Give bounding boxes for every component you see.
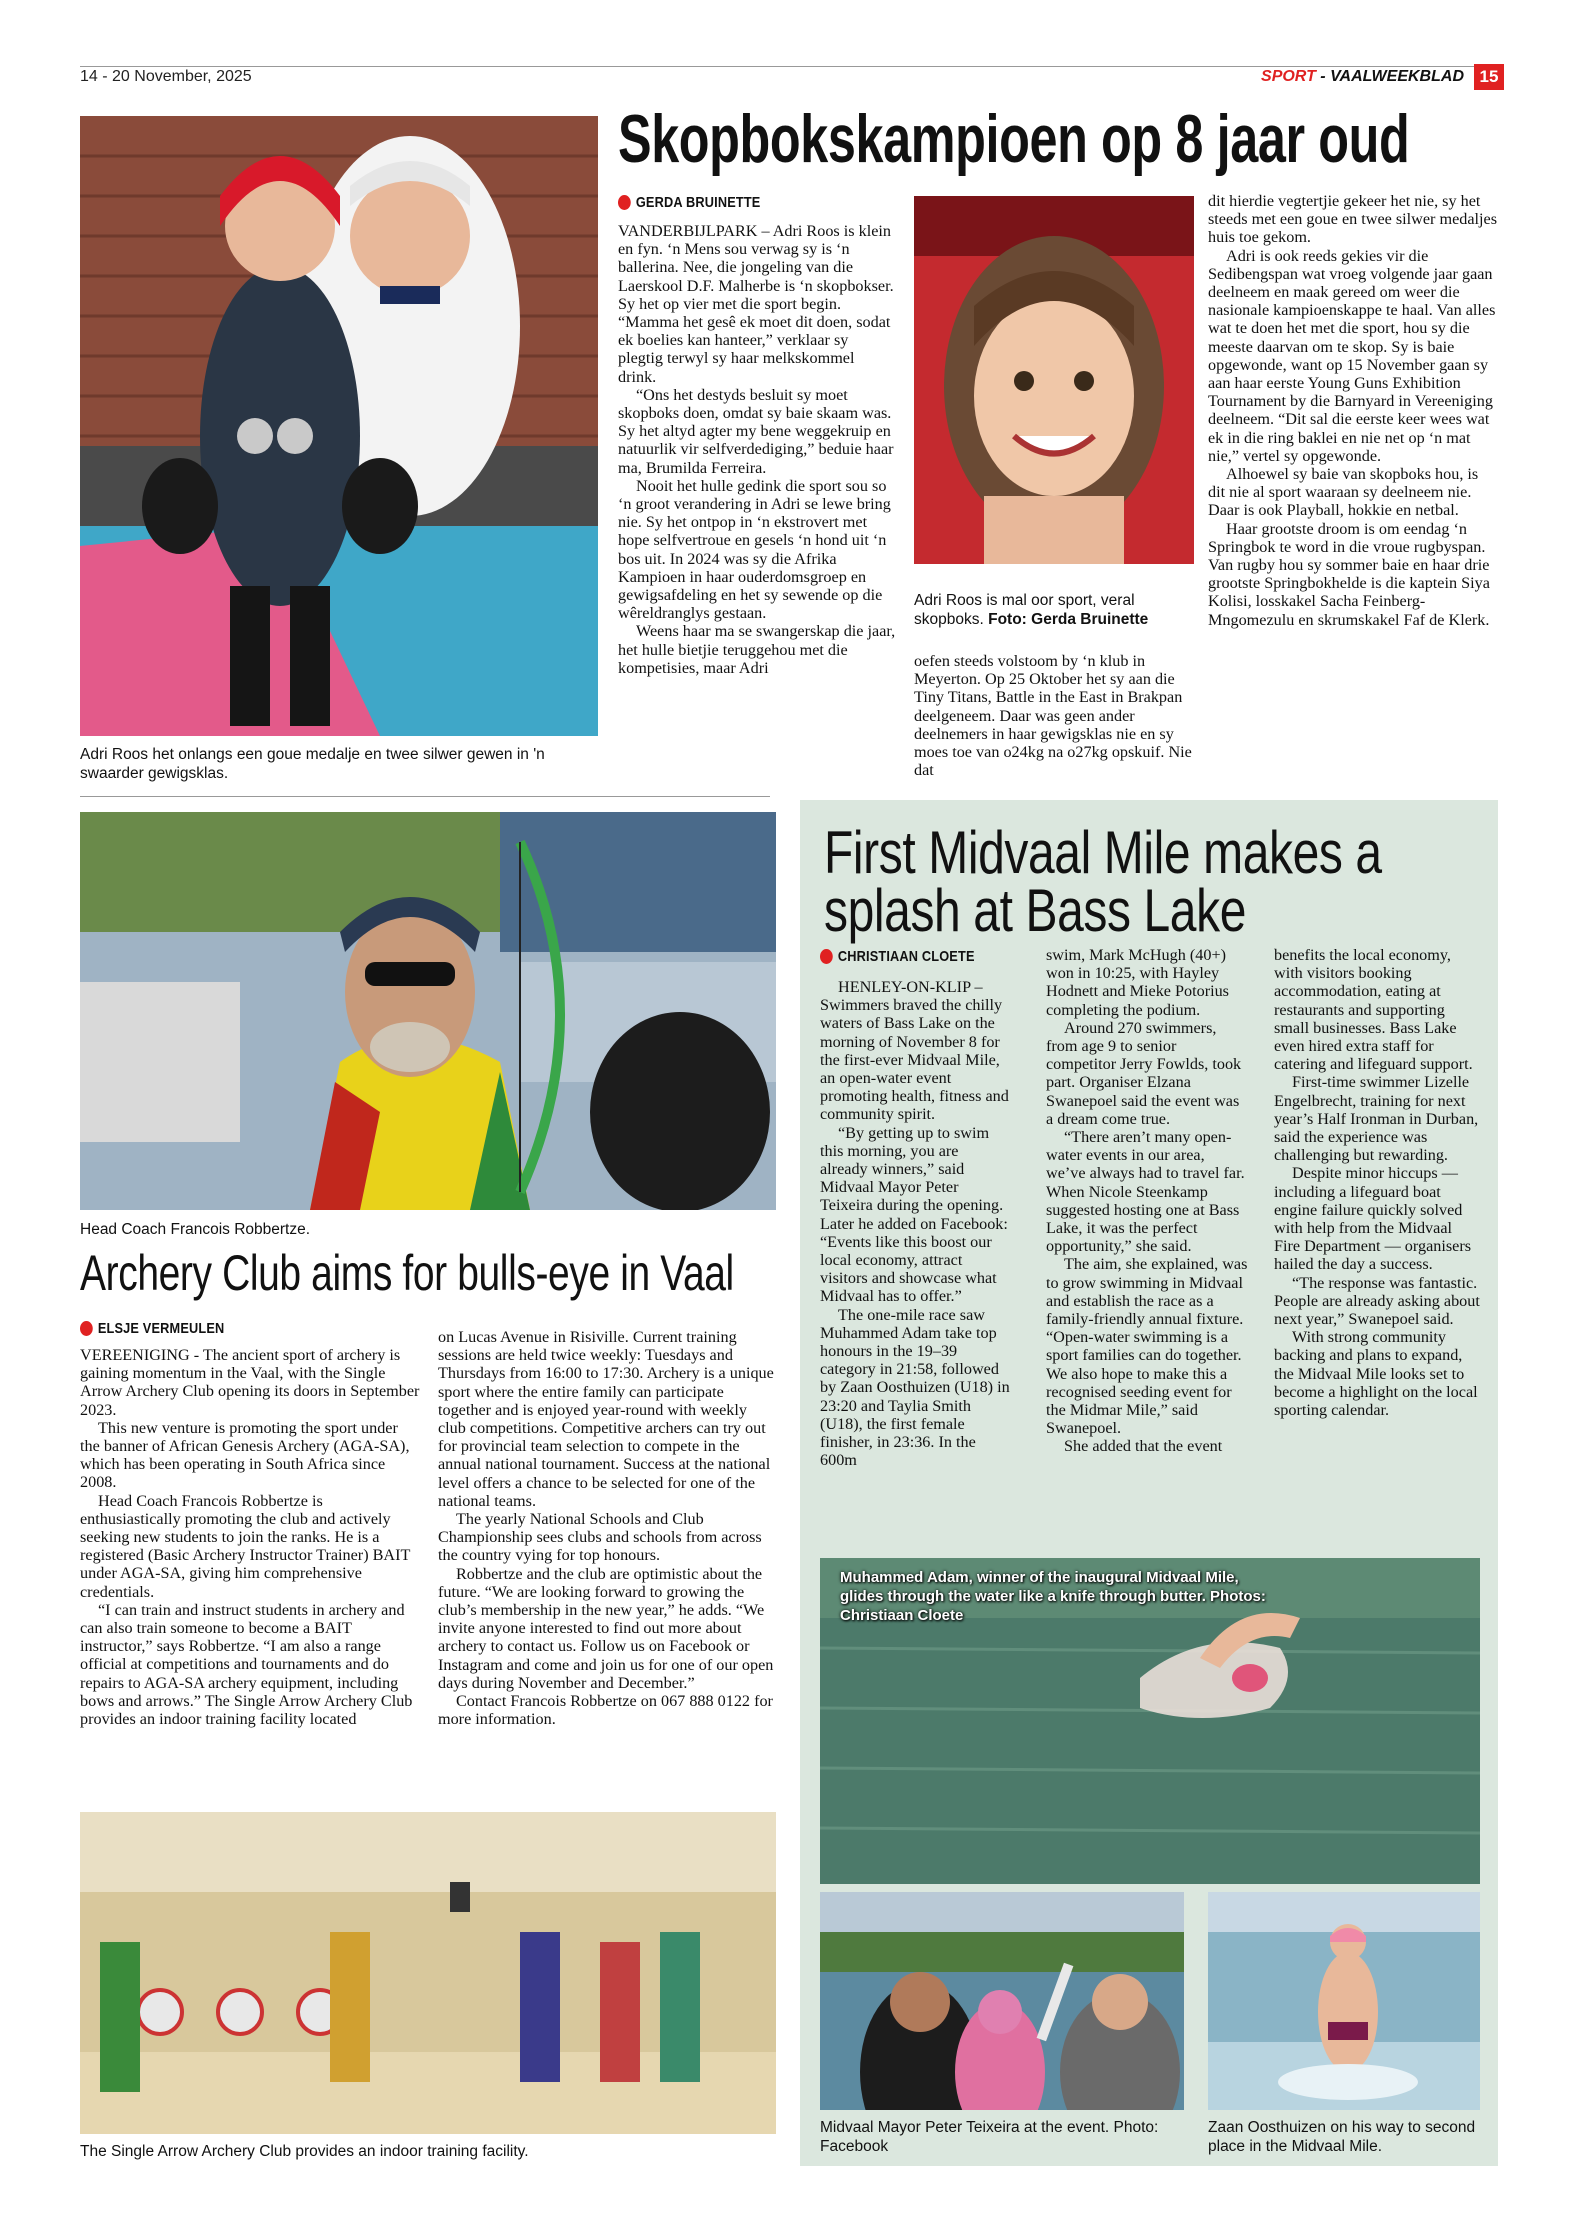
page-header: [80, 66, 1504, 92]
archery-photo2-caption: The Single Arrow Archery Club provides an indoor training facility.: [80, 2143, 529, 2160]
paragraph: VANDERBIJLPARK – Adri Roos is klein en fyn. ‘n Mens sou verwag sy is ‘n ballerina. Nee, die jongeling van die Laerskool D.F. Malherbe is ‘n skopbokser.: [618, 222, 894, 295]
paragraph: Despite minor hiccups — including a lifeguard boat engine failure quickly solved with help from the Midvaal Fire Department — organisers hailed the day a success.: [1274, 1164, 1472, 1274]
publication-name: - VAALWEEKBLAD: [1320, 68, 1464, 85]
paragraph: VEREENIGING - The ancient sport of archery is gaining momentum in the Vaal, with the Single Arrow Archery Club opening its doors in September 2023.: [80, 1346, 420, 1419]
section-label: [1261, 68, 1464, 86]
header-rule: [80, 66, 1476, 67]
paragraph: dit hierdie vegtertjie gekeer het nie, sy het steeds met een goue en twee silwer medaljes huis toe gekom.: [1208, 192, 1498, 247]
archery-headline: Archery Club aims for bulls-eye in Vaal: [80, 1245, 734, 1301]
photo-indoor-training: [80, 1812, 776, 2134]
photo2-caption: [914, 591, 1194, 629]
page-number: 15: [1474, 64, 1504, 90]
skopboks-column-3: [1208, 192, 1498, 629]
paragraph: Sy het op vier met die sport begin. “Mamma het gesê ek moet dit doen, sodat ek boelies kan hanteer,” verklaar sy plegtig terwyl sy haar melkskommel drink.: [618, 294, 891, 386]
swimmer-photo-caption: Muhammed Adam, winner of the inaugural Midvaal Mile, glides through the water like a knife through butter. Photos: Christiaan Cloete: [840, 1569, 1266, 1624]
photo-head-coach: [80, 812, 776, 1210]
mayor-photo-caption: Midvaal Mayor Peter Teixeira at the event. Photo: Facebook: [820, 2119, 1159, 2155]
paragraph: HENLEY-ON-KLIP – Swimmers braved the chilly waters of Bass Lake on the morning of November 8 for the first-ever Midvaal Mile, an open-water event promoting health, fitness and community spirit.: [820, 978, 1009, 1124]
byline-author: GERDA BRUINETTE: [635, 194, 761, 211]
paragraph: “I can train and instruct students in archery and can also train someone to become a BAIT instructor,” says Robbertze. “I am also a range official at competitions and tournaments and do repairs to AGA-SA archery equipment, including bows and arrows.” The Single Arrow Archery Club provides an indoor training facility located: [80, 1600, 413, 1729]
paragraph: Around 270 swimmers, from age 9 to senior competitor Jerry Fowlds, took part. Organiser Elzana Swanepoel said the event was a dream come true.: [1046, 1018, 1242, 1128]
paragraph: Robbertze and the club are optimistic about the future. “We are looking forward to growing the club’s membership in the new year,” he adds. “We invite anyone interested to find out more about archery to contact us. Follow us on Facebook or Instagram and come and join us for one of our open days during November and December.”: [438, 1564, 774, 1692]
archery-photo1-caption: Head Coach Francois Robbertze.: [80, 1221, 311, 1238]
midvaal-headline-line1: First Midvaal Mile makes a: [824, 819, 1382, 886]
photo-zaan-oosthuizen: [1208, 1892, 1480, 2110]
paragraph: swim, Mark McHugh (40+) won in 10:25, with Hayley Hodnett and Mieke Potorius completing the podium.: [1046, 946, 1229, 1019]
paragraph: She added that the event: [1064, 1437, 1223, 1456]
paragraph: The yearly National Schools and Club Championship sees clubs and schools from across the country vying for top honours.: [438, 1510, 762, 1565]
midvaal-column-3: [1274, 946, 1480, 1419]
paragraph: Nooit het hulle gedink die sport sou so ‘n groot verandering in Adri se lewe bring nie. Sy het ontpop in ‘n ekstrovert met hope selfvertroue en gesels ‘n hond uit ‘n bos uit. In 2024 was sy die Afrika Kampioen in haar ouderdomsgroep en gewigsafdeling en het sy sewende op die wêreldranglys gestaan.: [618, 476, 891, 623]
paragraph: This new venture is promoting the sport under the banner of African Genesis Archery (AGA-SA), which has been operating in South Africa since 2008.: [80, 1418, 410, 1492]
byline-author: ELSJE VERMEULEN: [97, 1320, 225, 1337]
photo-mayor-at-event: [820, 1892, 1184, 2110]
paragraph: “Ons het destyds besluit sy moet skopboks doen, omdat sy baie skaam was. Sy het altyd agter my bene weggekruip en natuurlik vir selfverdediging,” beduie haar ma, Brumilda Ferreira.: [618, 385, 894, 477]
issue-date: 14 - 20 November, 2025: [80, 68, 252, 85]
paragraph: The aim, she explained, was to grow swimming in Midvaal and establish the race as a family-friendly annual fixture. “Open-water swimming is a sport families can do together. We also hope to make this a recognised seeding event for the Midmar Mile,” said Swanepoel.: [1046, 1255, 1248, 1438]
paragraph: oefen steeds volstoom by ‘n klub in Meyerton. Op 25 Oktober het sy aan die Tiny Titans, Battle in the East in Brakpan deelgeneem. Daar was geen ander deelnemers in haar gewigsklas nie en sy moes toe van o24kg na o27kg opskuif. Nie dat: [914, 652, 1192, 780]
paragraph: Alhoewel sy baie van skopboks hou, is dit nie al sport waaraan sy deelneem nie. Daar is ook Playball, hokkie en netbal.: [1208, 465, 1479, 520]
skopboks-byline: [618, 194, 760, 211]
midvaal-column-1: [820, 978, 1010, 1469]
photo1-caption: Adri Roos het onlangs een goue medalje en twee silwer gewen in 'n swaarder gewigsklas.: [80, 746, 545, 782]
paragraph: Contact Francois Robbertze on 067 888 0122 for more information.: [438, 1692, 773, 1729]
skopboks-column-2: [914, 652, 1194, 779]
photo-adri-portrait: [914, 196, 1194, 564]
paragraph: Adri is ook reeds gekies vir die Sedibengspan wat vroeg volgende jaar gaan deelneem en maak gereed om weer die nasionale kampioenskappe te haal. Van alles wat te doen het met die sport, hou sy die meeste daarvan om te skop. Sy is baie opgewonde, want op 15 November gaan sy aan haar eerste Young Guns Exhibition Tournament by die Barnyard in Vereeniging deelneem. “Dit sal die eerste keer wees wat ek in die ring baklei en nie net op ‘n mat nie,” vertel sy opgewonde.: [1208, 246, 1496, 465]
paragraph: “By getting up to swim this morning, you are already winners,” said Midvaal Mayor Peter Teixeira during the opening. Later he added on Facebook: “Events like this boost our local economy, attract visitors and showcase what Midvaal has to offer.”: [820, 1123, 1008, 1306]
section-name: SPORT: [1261, 68, 1316, 85]
byline-dot-icon: [618, 195, 631, 210]
paragraph: on Lucas Avenue in Risiville. Current training sessions are held twice weekly: Tuesdays and Thursdays from 16:00 to 17:30. Archery is a unique sport where the entire family can participate together and is enjoyed year-round with weekly club competitions. Competitive archers can try out for provincial team selection to compete in the annual national tournament. Success at the national level offers a chance to be selected for one of the national teams.: [438, 1328, 774, 1510]
archery-column-2: [438, 1328, 778, 1728]
byline-author: CHRISTIAAN CLOETE: [837, 948, 975, 965]
midvaal-headline-line2: splash at Bass Lake: [824, 877, 1246, 944]
caption-credit: Foto: Gerda Bruinette: [988, 611, 1149, 628]
midvaal-column-2: [1046, 946, 1248, 1456]
paragraph: Weens haar ma se swangerskap die jaar, het hulle bietjie teruggehou met die kompetisies, maar Adri: [618, 622, 896, 677]
skopboks-headline: Skopbokskampioen op 8 jaar oud: [618, 101, 1410, 177]
paragraph: Haar grootste droom is om eendag ‘n Springbok te word in die vroue rugbyspan. Van rugby hou sy sommer baie en haar drie grootste Springbokhelde is die kaptein Siya Kolisi, losskakel Sacha Feinberg-Mngomezulu en skrumskakel Faf de Klerk.: [1208, 519, 1490, 629]
photo-kickboxer-with-referee: [80, 116, 598, 736]
paragraph: benefits the local economy, with visitors booking accommodation, eating at restaurants and supporting small businesses. Bass Lake even hired extra staff for catering and lifeguard support.: [1274, 946, 1473, 1074]
skopboks-column-1: [618, 222, 896, 677]
paragraph: “The response was fantastic. People are already asking about next year,” Swanepoel said.: [1274, 1273, 1480, 1329]
archery-column-1: [80, 1346, 420, 1728]
zaan-photo-caption: Zaan Oosthuizen on his way to second place in the Midvaal Mile.: [1208, 2119, 1476, 2155]
byline-dot-icon: [820, 949, 833, 964]
paragraph: First-time swimmer Lizelle Engelbrecht, training for next year’s Half Ironman in Durban, said the experience was challenging but rewarding.: [1274, 1073, 1479, 1165]
midvaal-byline: [820, 948, 975, 965]
section-divider: [80, 796, 770, 797]
paragraph: “There aren’t many open-water events in our area, we’ve always had to travel far. When Nicole Steenkamp suggested hosting one at Bass Lake, it was the perfect opportunity,” she said.: [1046, 1128, 1245, 1256]
paragraph: The one-mile race saw Muhammed Adam take top honours in the 19–39 category in 21:58, followed by Zaan Oosthuizen (U18) in 23:20 and Taylia Smith (U18), the first female finisher, in 23:36. In the 600m: [820, 1305, 1010, 1470]
paragraph: With strong community backing and plans to expand, the Midvaal Mile looks set to become a highlight on the local sporting calendar.: [1274, 1328, 1478, 1420]
byline-dot-icon: [80, 1321, 93, 1336]
paragraph: Head Coach Francois Robbertze is enthusiastically promoting the club and actively seeking new students to join the ranks. He is a registered (Basic Archery Instructor Trainer) BAIT under AGA-SA, giving him comprehensive credentials.: [80, 1491, 411, 1601]
archery-byline: [80, 1320, 224, 1337]
caption-text: Adri Roos is mal oor sport, veral skopboks.: [914, 592, 1135, 628]
